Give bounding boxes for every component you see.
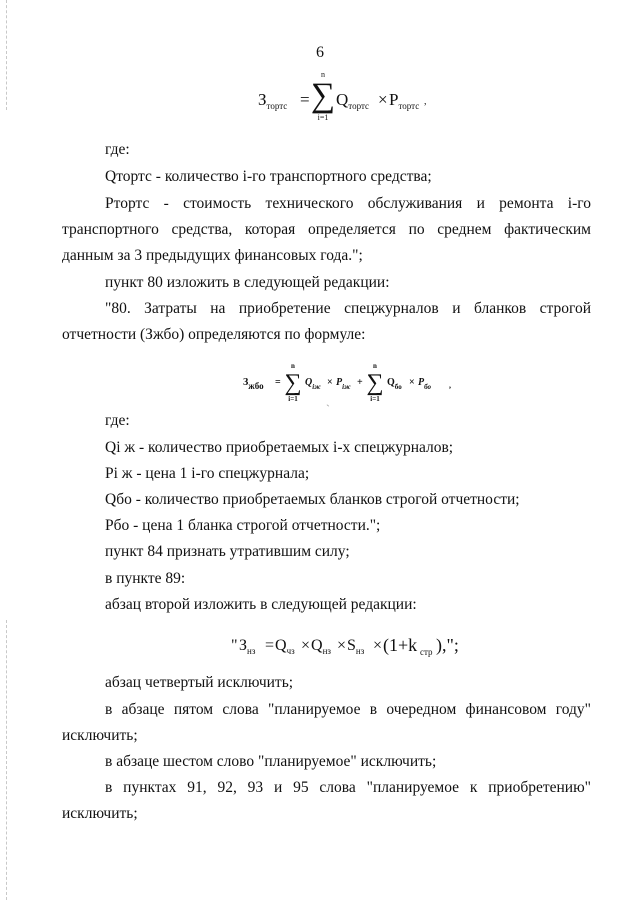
text-line: в абзаце шестом слово "планируемое" исключить;	[105, 753, 437, 770]
formula-subscript: тортс	[348, 101, 370, 111]
formula-symbol: S	[347, 637, 356, 654]
formula-operator: +	[357, 377, 363, 388]
summation-sign: n ∑ i=1	[366, 362, 384, 403]
formula-subscript: тортс	[398, 101, 420, 111]
formula-operator: ×	[327, 377, 333, 388]
summation-sign: n ∑ i=1	[310, 70, 336, 122]
text-line: где:	[105, 141, 130, 158]
formula-symbol: Q	[275, 637, 287, 654]
formula-subscript: нз	[355, 646, 365, 656]
formula-symbol: З	[258, 90, 267, 109]
formula-subscript: тортс	[266, 101, 288, 111]
formula-subscript: жбо	[248, 381, 264, 391]
formula-tail: ,	[449, 381, 451, 390]
text-line: в пункте 89:	[105, 570, 186, 587]
text-line: Pi ж - цена 1 i-го спецжурнала;	[105, 465, 310, 482]
text-line: абзац четвертый исключить;	[105, 674, 294, 691]
formula-operator: ×	[337, 637, 347, 654]
formula-subscript: чз	[286, 646, 295, 656]
formula-equals: =	[265, 637, 275, 654]
text-line: Qтортс - количество i-го транспортного средства;	[105, 168, 432, 185]
formula-symbol: P	[418, 377, 425, 388]
scan-mark: `	[326, 402, 330, 416]
formula-operator: ×	[409, 377, 415, 388]
text-line: в пунктах 91, 92, 93 и 95 слова "планируемое к приобретению"	[105, 779, 591, 796]
page-number: 6	[316, 44, 324, 61]
formula-subscript: бо	[424, 383, 432, 391]
formula-subscript: iж	[342, 383, 351, 391]
formula-tail: ,	[424, 96, 427, 107]
text-line: исключить;	[62, 805, 138, 822]
text-line: где:	[105, 412, 130, 429]
text-line: пункт 84 признать утратившим силу;	[105, 543, 350, 560]
formula-subscript: стр	[420, 647, 433, 657]
formula-symbol: Q	[305, 377, 313, 388]
text-line: абзац второй изложить в следующей редакции:	[105, 596, 417, 613]
text-line: Pтортс - стоимость технического обслуживания и ремонта i-го	[105, 195, 591, 212]
formula-operator: ×	[378, 90, 388, 109]
text-line: пункт 80 изложить в следующей редакции:	[105, 274, 390, 291]
text-line: Pбо - цена 1 бланка строгой отчетности.";	[105, 517, 381, 534]
text-line: Qбо - количество приобретаемых бланков строгой отчетности;	[105, 491, 520, 508]
formula-symbol: Q	[311, 637, 323, 654]
formula-operator: ×	[301, 637, 311, 654]
formula-symbol: P	[389, 90, 399, 109]
formula-symbol: З	[239, 637, 248, 654]
text-line: отчетности (Зжбо) определяются по формуле:	[62, 326, 366, 343]
formula-subscript: бо	[394, 383, 402, 391]
formula-symbol: Q	[336, 90, 349, 109]
formula-subscript: iж	[312, 383, 321, 391]
text-line: данным за 3 предыдущих финансовых года.";	[62, 247, 363, 264]
formula-symbol: Q	[387, 377, 395, 388]
formula-equals: =	[275, 377, 281, 388]
formula-open-quote: "	[231, 637, 238, 654]
summation-sign: n ∑ i=1	[284, 362, 302, 403]
page-edge-dashes-bottom	[6, 620, 7, 900]
formula-symbol: З	[243, 377, 249, 388]
formula-torts	[258, 70, 428, 132]
formula-subscript: нз	[247, 646, 256, 656]
formula-equals: =	[300, 90, 310, 109]
formula-nz	[231, 633, 471, 663]
text-line: в абзаце пятом слова "планируемое в очередном финансовом году"	[105, 701, 591, 718]
formula-close: ),";	[436, 635, 459, 655]
text-line: транспортного средства, которая определяется по среднем фактическим	[62, 221, 591, 238]
formula-parenthesis: (1+k	[383, 635, 418, 655]
formula-symbol: P	[336, 377, 343, 388]
formula-zhbo	[243, 362, 583, 406]
text-line: Qi ж - количество приобретаемых i-х спецжурналов;	[105, 439, 454, 456]
text-line: исключить;	[62, 727, 138, 744]
formula-operator: ×	[373, 637, 383, 654]
text-line: "80. Затраты на приобретение спецжурналов и бланков строгой	[105, 300, 591, 317]
formula-subscript: нз	[322, 646, 331, 656]
